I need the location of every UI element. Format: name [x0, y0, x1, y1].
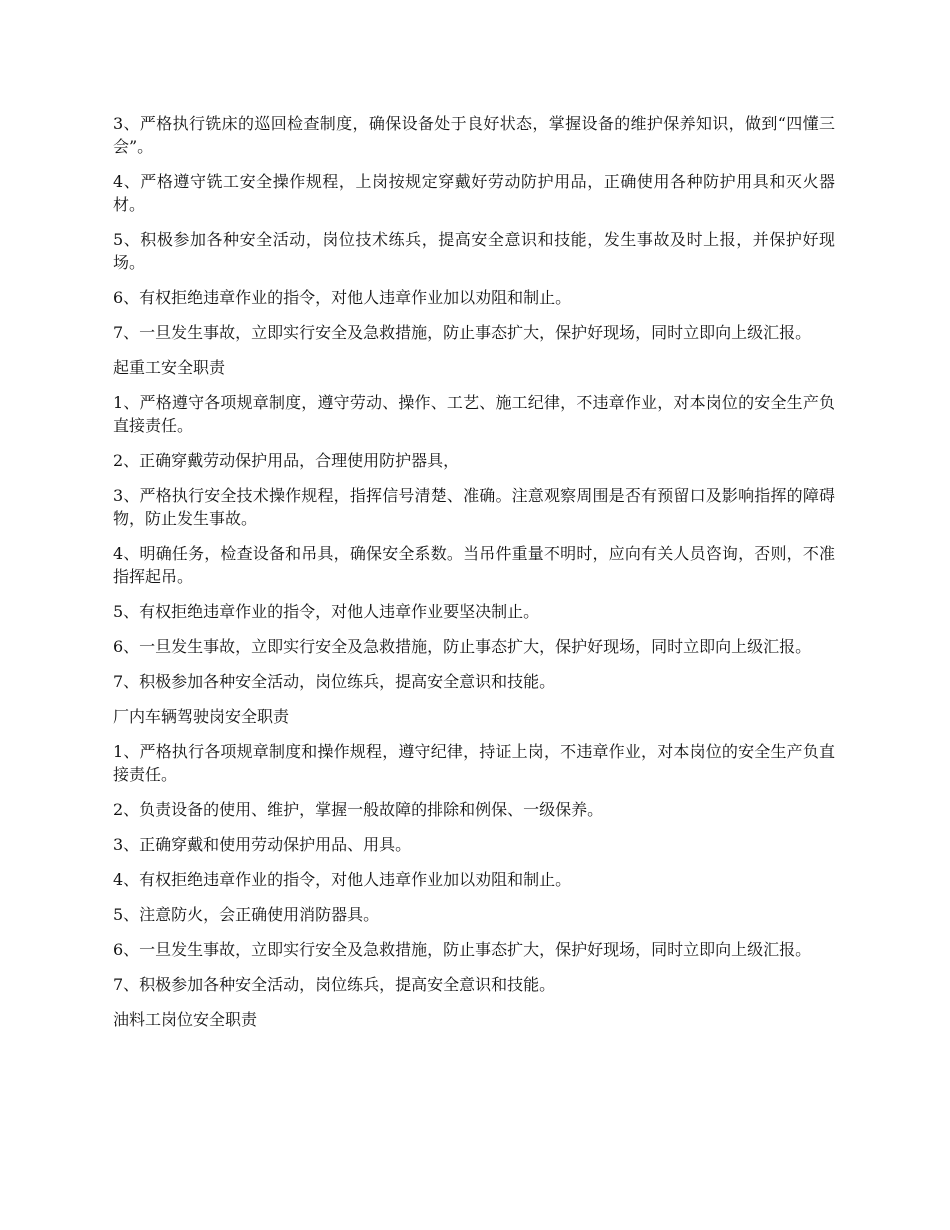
crane-item-1: 1、严格遵守各项规章制度，遵守劳动、操作、工艺、施工纪律，不违章作业，对本岗位的安全生产负直接责任。 — [113, 393, 835, 435]
crane-item-3: 3、严格执行安全技术操作规程，指挥信号清楚、准确。注意观察周围是否有预留口及影响指挥的障碍物，防止发生事故。 — [113, 486, 835, 528]
milling-item-6: 6、有权拒绝违章作业的指令，对他人违章作业加以劝阻和制止。 — [113, 288, 572, 307]
milling-item-5: 5、积极参加各种安全活动，岗位技术练兵，提高安全意识和技能，发生事故及时上报，并保护好现场。 — [113, 230, 835, 272]
milling-item-7: 7、一旦发生事故，立即实行安全及急救措施，防止事态扩大，保护好现场，同时立即向上级汇报。 — [113, 323, 812, 342]
milling-item-4: 4、严格遵守铣工安全操作规程，上岗按规定穿戴好劳动防护用品，正确使用各种防护用具和灭火器材。 — [113, 172, 835, 214]
crane-item-4: 4、明确任务，检查设备和吊具，确保安全系数。当吊件重量不明时，应向有关人员咨询，否则，不准指挥起吊。 — [113, 544, 835, 586]
vehicle-item-4: 4、有权拒绝违章作业的指令，对他人违章作业加以劝阻和制止。 — [113, 870, 572, 889]
crane-item-2: 2、正确穿戴劳动保护用品，合理使用防护器具， — [113, 451, 460, 470]
crane-item-7: 7、积极参加各种安全活动，岗位练兵，提高安全意识和技能。 — [113, 672, 556, 691]
document-page — [113, 112, 835, 1043]
vehicle-item-6: 6、一旦发生事故，立即实行安全及急救措施，防止事态扩大，保护好现场，同时立即向上级汇报。 — [113, 940, 812, 959]
vehicle-item-3: 3、正确穿戴和使用劳动保护用品、用具。 — [113, 835, 412, 854]
vehicle-item-2: 2、负责设备的使用、维护，掌握一般故障的排除和例保、一级保养。 — [113, 800, 604, 819]
section-heading-oil: 油料工岗位安全职责 — [113, 1010, 258, 1029]
vehicle-item-5: 5、注意防火，会正确使用消防器具。 — [113, 905, 380, 924]
section-heading-vehicle: 厂内车辆驾驶岗安全职责 — [113, 707, 290, 726]
crane-item-6: 6、一旦发生事故，立即实行安全及急救措施，防止事态扩大，保护好现场，同时立即向上级汇报。 — [113, 637, 812, 656]
crane-item-5: 5、有权拒绝违章作业的指令，对他人违章作业要坚决制止。 — [113, 602, 540, 621]
vehicle-item-7: 7、积极参加各种安全活动，岗位练兵，提高安全意识和技能。 — [113, 975, 556, 994]
vehicle-item-1: 1、严格执行各项规章制度和操作规程，遵守纪律，持证上岗，不违章作业，对本岗位的安全生产负直接责任。 — [113, 742, 835, 784]
section-heading-crane: 起重工安全职责 — [113, 358, 226, 377]
milling-item-3: 3、严格执行铣床的巡回检查制度，确保设备处于良好状态，掌握设备的维护保养知识，做到“四懂三会”。 — [113, 114, 835, 156]
